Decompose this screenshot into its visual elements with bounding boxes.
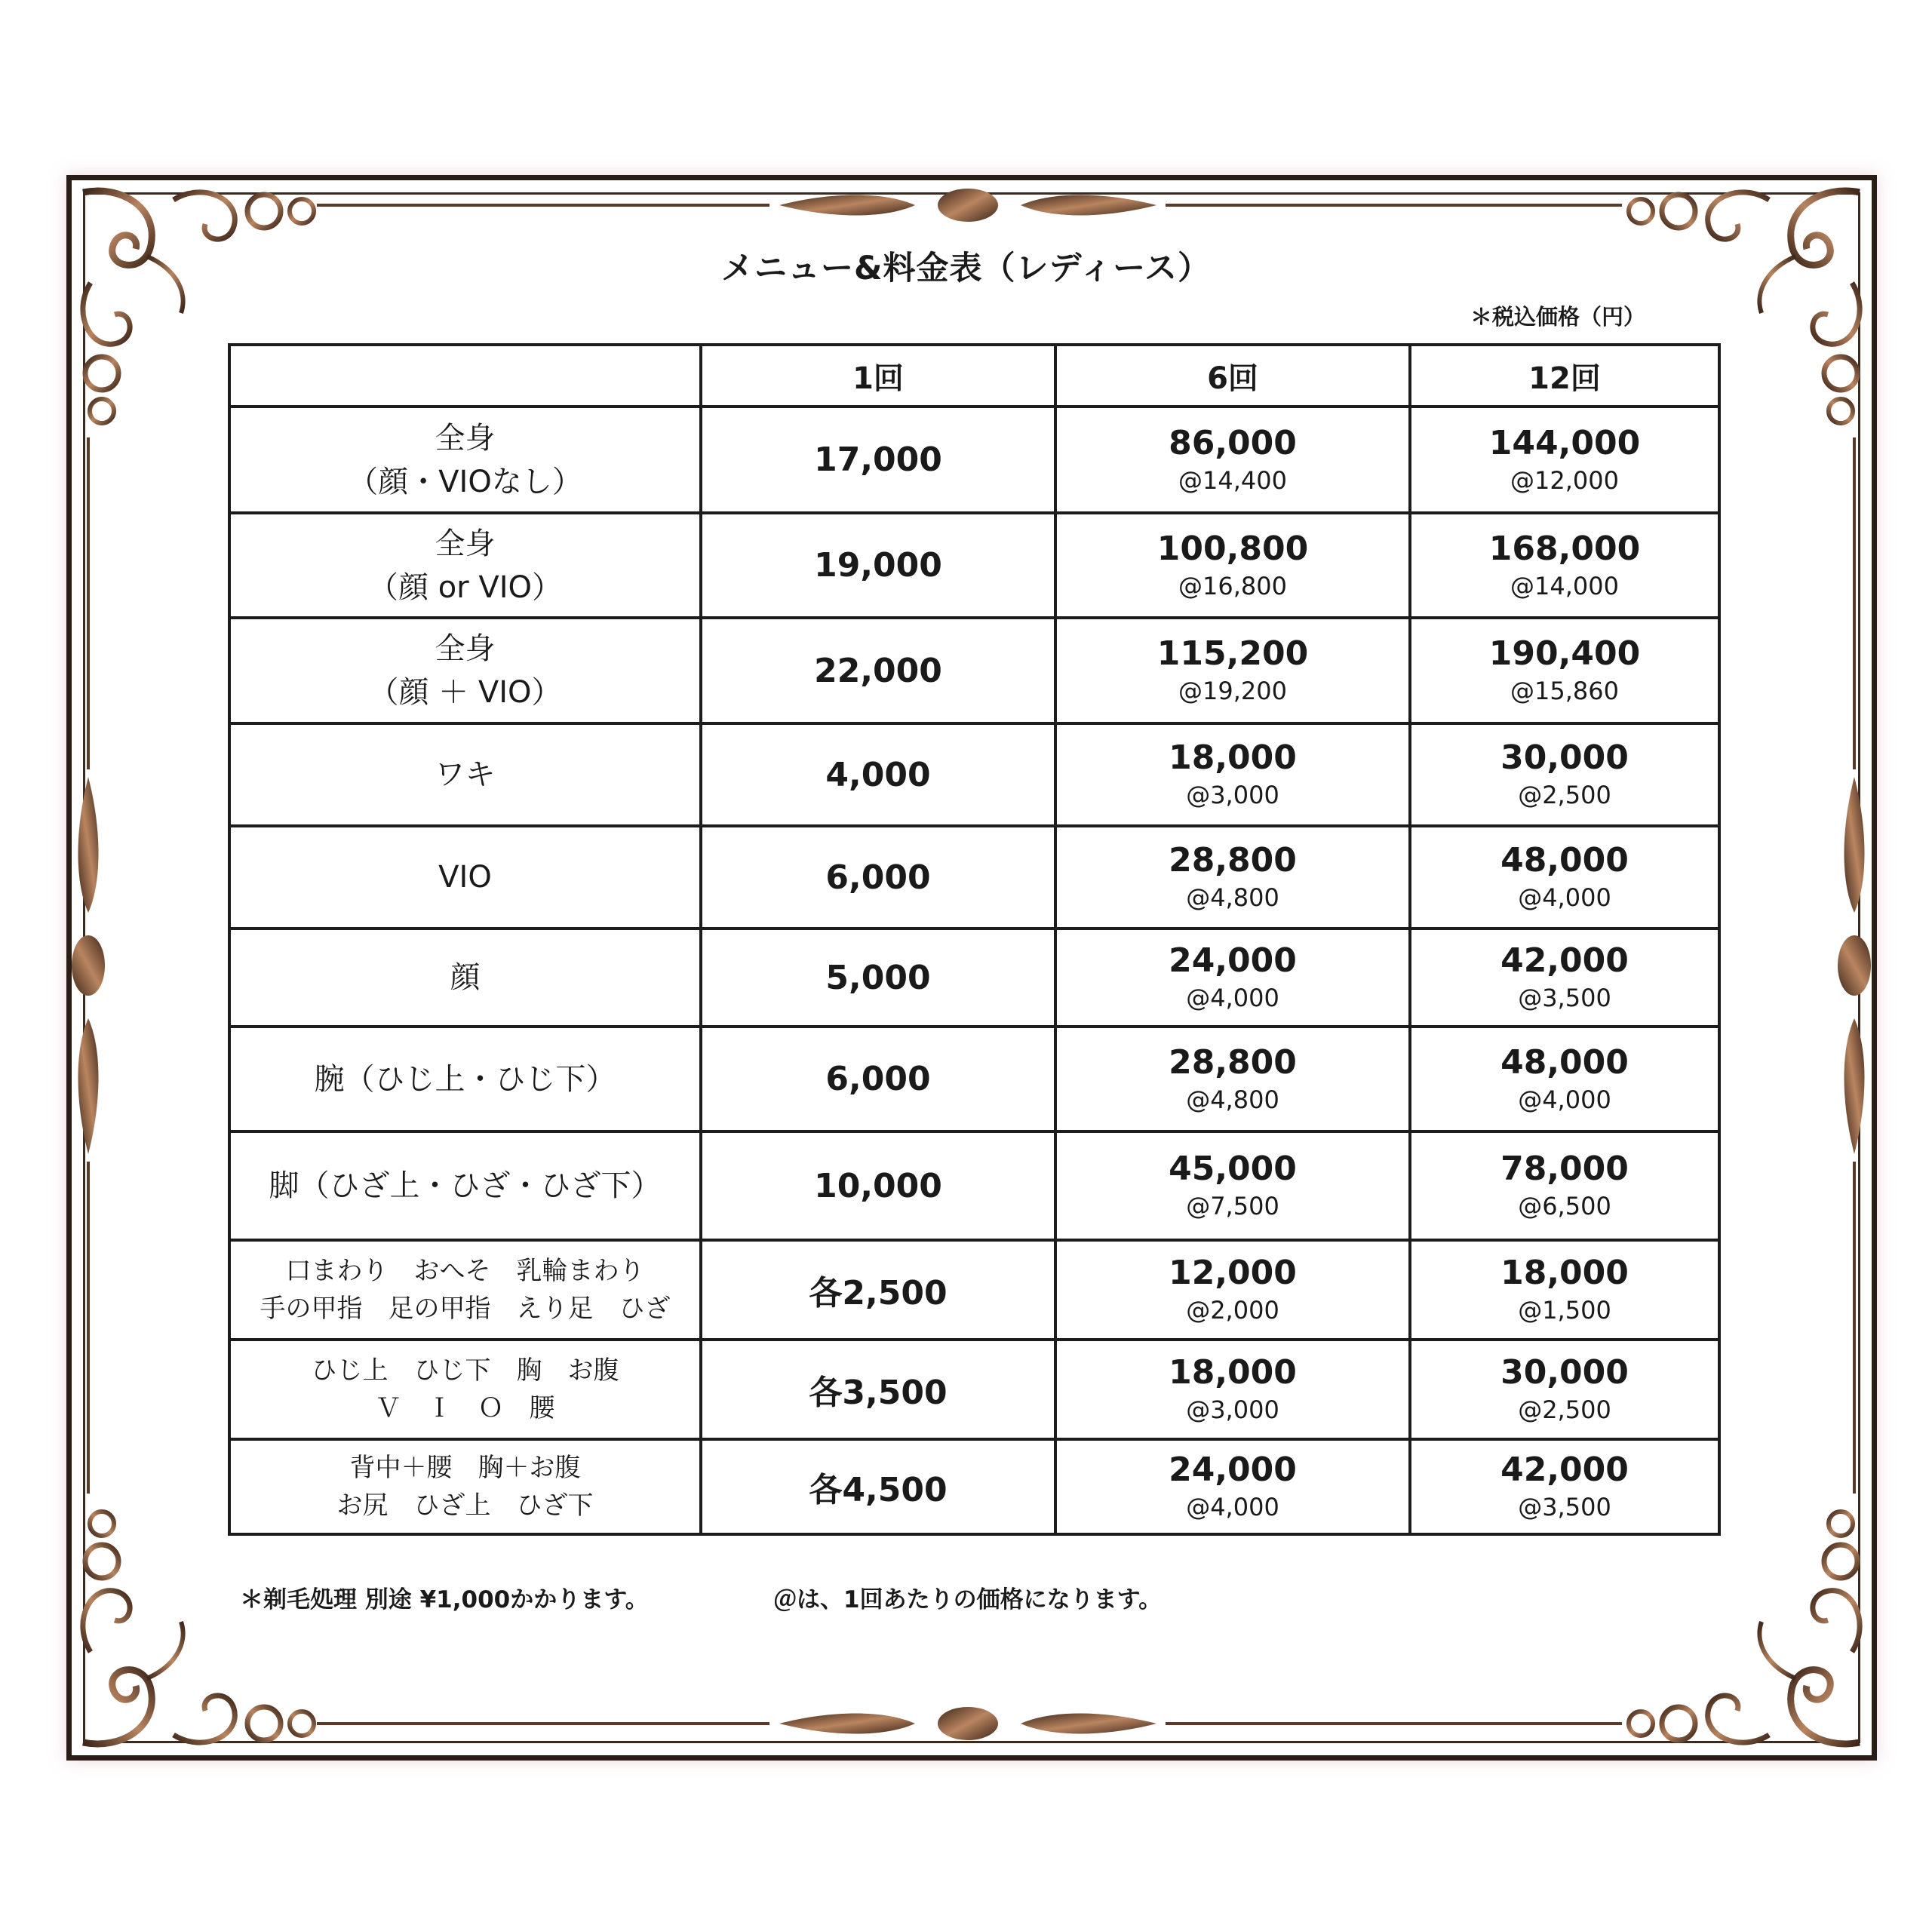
menu-cell xyxy=(229,723,701,826)
table-row xyxy=(229,1240,1719,1340)
price-6-sessions-total: 24,000 xyxy=(1169,941,1297,980)
menu-cell xyxy=(229,407,701,513)
price-6-sessions-total: 115,200 xyxy=(1156,634,1309,673)
price-6-sessions-cell xyxy=(1055,1131,1410,1240)
price-6-sessions-total: 28,800 xyxy=(1169,841,1297,880)
price-12-sessions-total: 190,400 xyxy=(1488,634,1641,673)
table-row xyxy=(229,1027,1719,1131)
menu-cell xyxy=(229,1131,701,1240)
price-1-session: 19,000 xyxy=(701,513,1055,618)
page-title: メニュー&料金表（レディース） xyxy=(721,250,1211,287)
price-12-sessions-per-session: @15,860 xyxy=(1510,677,1619,705)
price-6-sessions-total: 45,000 xyxy=(1169,1150,1297,1188)
price-6-sessions-per-session: @14,400 xyxy=(1178,465,1287,495)
table-row xyxy=(229,1439,1719,1534)
price-12-sessions-per-session: @6,500 xyxy=(1518,1192,1611,1220)
price-12-sessions-cell xyxy=(1410,618,1719,723)
table-row xyxy=(229,618,1719,723)
price-6-sessions-total: 18,000 xyxy=(1169,1353,1297,1392)
menu-name: 手の甲指 足の甲指 えり足 ひざ xyxy=(260,1294,671,1324)
price-12-sessions-cell xyxy=(1410,1439,1719,1534)
header-6-sessions: 6回 xyxy=(1055,345,1410,407)
price-6-sessions-per-session: @4,000 xyxy=(1186,984,1279,1012)
price-6-sessions-per-session: @3,000 xyxy=(1186,781,1279,809)
menu-name: 全身 xyxy=(435,420,496,456)
price-1-session: 6,000 xyxy=(701,826,1055,929)
price-12-sessions-total: 168,000 xyxy=(1488,529,1641,568)
price-1-session: 5,000 xyxy=(701,929,1055,1027)
price-12-sessions-total: 48,000 xyxy=(1500,1042,1629,1082)
menu-name: 腕（ひじ上・ひじ下） xyxy=(314,1061,616,1097)
menu-cell xyxy=(229,1439,701,1534)
menu-name: 背中＋腰 胸＋お腹 xyxy=(349,1453,581,1483)
price-1-session: 22,000 xyxy=(701,618,1055,723)
price-12-sessions-per-session: @12,000 xyxy=(1510,465,1619,495)
price-1-session: 17,000 xyxy=(701,407,1055,513)
price-12-sessions-total: 42,000 xyxy=(1500,941,1629,980)
price-6-sessions-total: 100,800 xyxy=(1156,529,1309,568)
price-6-sessions-cell xyxy=(1055,826,1410,929)
menu-cell xyxy=(229,513,701,618)
price-table xyxy=(228,343,1721,1536)
menu-cell xyxy=(229,618,701,723)
menu-cell xyxy=(229,1340,701,1439)
menu-name: （顔・VIOなし） xyxy=(348,464,582,499)
price-12-sessions-cell xyxy=(1410,929,1719,1027)
menu-name: お尻 ひざ上 ひざ下 xyxy=(336,1490,594,1521)
table-row xyxy=(229,1340,1719,1439)
price-6-sessions-per-session: @4,000 xyxy=(1186,1493,1279,1521)
price-6-sessions-cell xyxy=(1055,1340,1410,1439)
price-12-sessions-cell xyxy=(1410,723,1719,826)
price-6-sessions-cell xyxy=(1055,723,1410,826)
price-1-session: 各4,500 xyxy=(701,1439,1055,1534)
price-6-sessions-per-session: @7,500 xyxy=(1186,1192,1279,1220)
price-12-sessions-total: 42,000 xyxy=(1500,1451,1629,1489)
price-12-sessions-per-session: @2,500 xyxy=(1518,1395,1611,1424)
header-menu xyxy=(229,345,701,407)
menu-name: 脚（ひざ上・ひざ・ひざ下） xyxy=(269,1168,662,1203)
tax-note: ＊税込価格（円） xyxy=(1470,304,1645,330)
menu-cell xyxy=(229,1027,701,1131)
menu-cell xyxy=(229,826,701,929)
table-row xyxy=(229,407,1719,513)
price-6-sessions-total: 24,000 xyxy=(1169,1451,1297,1489)
price-12-sessions-cell xyxy=(1410,1131,1719,1240)
price-12-sessions-cell xyxy=(1410,826,1719,929)
menu-name: 全身 xyxy=(435,526,496,561)
price-6-sessions-cell xyxy=(1055,1027,1410,1131)
shaving-fee-note: ＊剃毛処理 別途 ¥1,000かかります。 xyxy=(240,1586,649,1613)
price-12-sessions-per-session: @3,500 xyxy=(1518,984,1611,1012)
price-6-sessions-cell xyxy=(1055,513,1410,618)
price-6-sessions-per-session: @16,800 xyxy=(1178,571,1287,600)
price-6-sessions-total: 18,000 xyxy=(1169,738,1297,777)
price-6-sessions-total: 86,000 xyxy=(1169,423,1297,462)
price-6-sessions-per-session: @2,000 xyxy=(1186,1296,1279,1325)
price-12-sessions-cell xyxy=(1410,1027,1719,1131)
price-6-sessions-per-session: @19,200 xyxy=(1178,677,1287,705)
price-12-sessions-total: 78,000 xyxy=(1500,1150,1629,1188)
price-12-sessions-cell xyxy=(1410,1240,1719,1340)
price-12-sessions-per-session: @3,500 xyxy=(1518,1493,1611,1521)
menu-cell xyxy=(229,1240,701,1340)
menu-name: VIO xyxy=(438,860,492,895)
price-6-sessions-cell xyxy=(1055,618,1410,723)
price-6-sessions-per-session: @3,000 xyxy=(1186,1395,1279,1424)
menu-name: ワキ xyxy=(435,757,496,792)
price-12-sessions-total: 48,000 xyxy=(1500,841,1629,880)
menu-cell xyxy=(229,929,701,1027)
table-row xyxy=(229,929,1719,1027)
price-12-sessions-cell xyxy=(1410,1340,1719,1439)
price-6-sessions-total: 28,800 xyxy=(1169,1042,1297,1082)
price-12-sessions-per-session: @1,500 xyxy=(1518,1296,1611,1325)
price-12-sessions-cell xyxy=(1410,513,1719,618)
price-1-session: 10,000 xyxy=(701,1131,1055,1240)
price-1-session: 各2,500 xyxy=(701,1240,1055,1340)
price-6-sessions-per-session: @4,800 xyxy=(1186,1085,1279,1114)
price-12-sessions-per-session: @4,000 xyxy=(1518,883,1611,912)
price-6-sessions-cell xyxy=(1055,929,1410,1027)
menu-name: Ｖ Ｉ Ｏ 腰 xyxy=(375,1393,555,1423)
price-1-session: 6,000 xyxy=(701,1027,1055,1131)
price-1-session: 4,000 xyxy=(701,723,1055,826)
table-row xyxy=(229,1131,1719,1240)
price-6-sessions-cell xyxy=(1055,1439,1410,1534)
price-6-sessions-total: 12,000 xyxy=(1169,1254,1297,1292)
per-session-price-note: ＠は、1回あたりの価格になります。 xyxy=(773,1586,1163,1613)
table-row xyxy=(229,723,1719,826)
price-1-session: 各3,500 xyxy=(701,1340,1055,1439)
price-12-sessions-per-session: @2,500 xyxy=(1518,781,1611,809)
table-row xyxy=(229,513,1719,618)
price-6-sessions-cell xyxy=(1055,1240,1410,1340)
table-row xyxy=(229,826,1719,929)
price-12-sessions-per-session: @14,000 xyxy=(1510,571,1619,600)
price-12-sessions-cell xyxy=(1410,407,1719,513)
menu-name: 口まわり おへそ 乳輪まわり xyxy=(285,1256,645,1286)
price-12-sessions-total: 30,000 xyxy=(1500,738,1629,777)
menu-name: 全身 xyxy=(435,631,496,666)
menu-name: （顔 ＋ VIO） xyxy=(368,675,562,710)
price-6-sessions-per-session: @4,800 xyxy=(1186,883,1279,912)
price-12-sessions-total: 18,000 xyxy=(1500,1254,1629,1292)
menu-name: 顔 xyxy=(450,960,481,995)
menu-name: （顔 or VIO） xyxy=(368,569,562,605)
table-header-row xyxy=(229,345,1719,407)
price-6-sessions-cell xyxy=(1055,407,1410,513)
price-12-sessions-total: 30,000 xyxy=(1500,1353,1629,1392)
price-12-sessions-per-session: @4,000 xyxy=(1518,1085,1611,1114)
price-12-sessions-total: 144,000 xyxy=(1488,423,1641,462)
header-1-session: 1回 xyxy=(701,345,1055,407)
menu-name: ひじ上 ひじ下 胸 お腹 xyxy=(311,1355,619,1386)
header-12-sessions: 12回 xyxy=(1410,345,1719,407)
